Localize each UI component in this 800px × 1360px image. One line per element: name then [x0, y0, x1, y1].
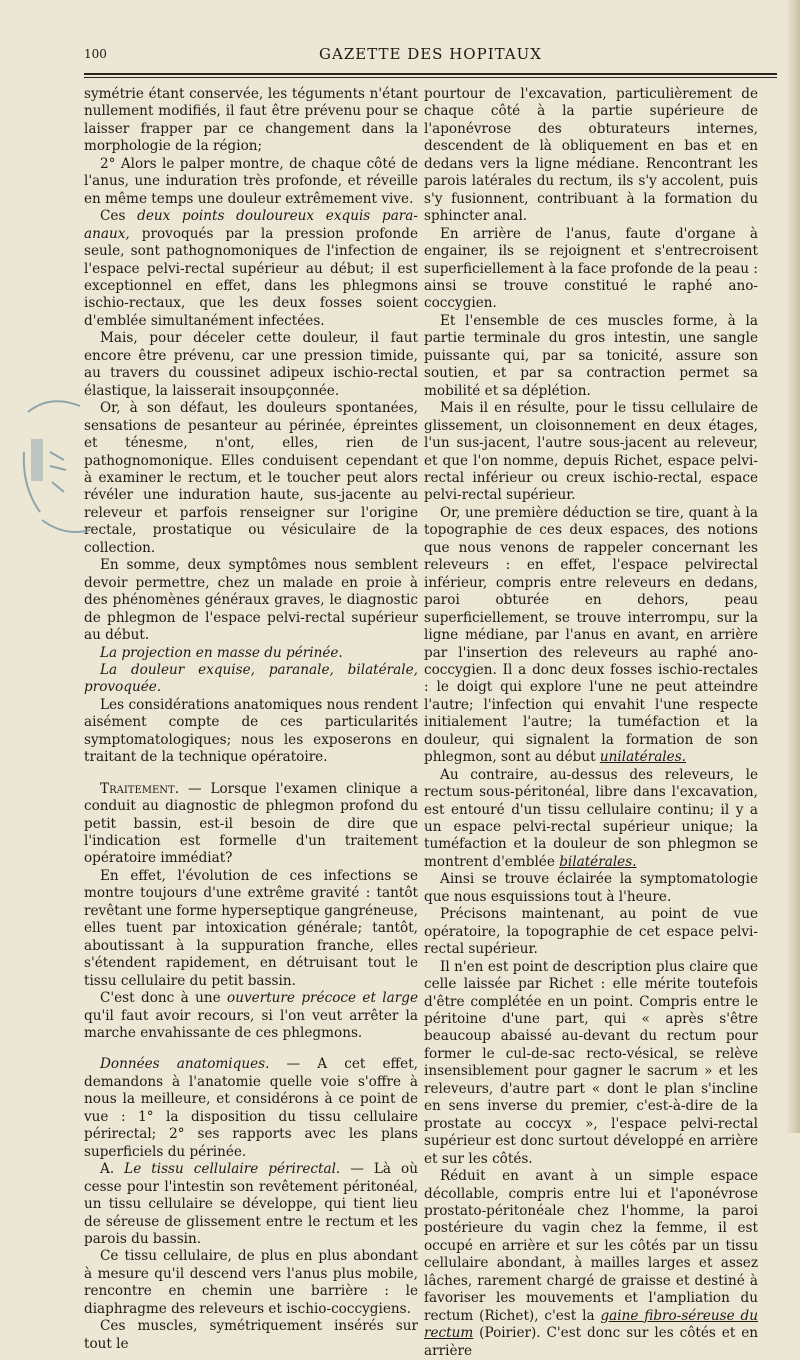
italic-text: bilatérales.	[559, 853, 637, 870]
paragraph	[424, 767, 758, 872]
paragraph: En effet, l'évolution de ces infections se montre toujours d'une extrême gravité : tantôt revêtant une forme hyperseptique gangréneuse, elles tuent par intoxication générale; tantôt, aboutissant à la suppuration franche, elles s'étendent rapidement, en détruisant tout le tissu cellulaire du petit bassin.	[84, 867, 418, 989]
library-stamp-icon	[20, 392, 98, 542]
italic-text: ouverture précoce et large	[227, 990, 418, 1007]
text-run: Ces	[100, 208, 138, 225]
paragraph	[84, 1056, 418, 1161]
paragraph: En arrière de l'anus, faute d'organe à engainer, ils se rejoignent et s'entrecroisent superficiellement à la face profonde de la peau : ainsi se trouve constitué le raphé ano-coccygien.	[424, 225, 758, 312]
paragraph: symétrie étant conservée, les téguments n'étant nullement modifiés, il faut être prévenu pour se laisser frapper par ce changement dans la morphologie de la région;	[84, 86, 418, 155]
paragraph	[424, 505, 758, 767]
paragraph: Ces muscles, symétriquement insérés sur tout le	[84, 1318, 418, 1352]
left-column	[84, 86, 418, 1353]
page-header	[84, 44, 777, 66]
italic-text: Le tissu cellulaire périrectal.	[124, 1161, 341, 1178]
text-run: — A cet effet, demandons à l'anatomie quelle voie s'offre à nous la meilleure, et considérons à ce point de vue : 1° la disposition du tissu cellulaire périrectal; 2° ses rapports avec les plans superficiels du périnée.	[84, 1056, 418, 1160]
text-run: C'est donc à une	[100, 990, 228, 1007]
text-run: A.	[100, 1161, 125, 1178]
paragraph: Les considérations anatomiques nous rendent aisément compte de ces particularités symptomatologiques; nous les exposerons en traitant de la technique opératoire.	[84, 696, 418, 766]
paragraph: Précisons maintenant, au point de vue opératoire, la topographie de cet espace pelvi-rectal supérieur.	[424, 906, 758, 958]
paragraph	[84, 781, 418, 868]
paragraph: Et l'ensemble de ces muscles forme, à la partie terminale du gros intestin, une sangle puissante qui, par sa tonicité, assure son soutien, et par sa contraction permet sa mobilité et sa déplétion.	[424, 312, 758, 399]
page-edge	[786, 0, 800, 1133]
paragraph	[84, 990, 418, 1042]
page-number: 100	[84, 47, 107, 61]
paragraph: pourtour de l'excavation, particulièrement de chaque côté à la partie supérieure de l'aponévrose des obturateurs internes, descendent de là obliquement en bas et en dedans vers la ligne médiane. Rencontrant les parois latérales du rectum, ils s'y accolent, puis s'y fusionnent, contribuant à la formation du sphincter anal.	[424, 86, 758, 225]
paragraph: La projection en masse du périnée.	[100, 644, 343, 661]
paragraph: Ainsi se trouve éclairée la symptomatologie que nous esquissions tout à l'heure.	[424, 871, 758, 905]
paragraph: Mais, pour déceler cette douleur, il faut encore être prévenu, car une pression timide, au travers du coussinet adipeux ischio-rectal élastique, la laisserait insoupçonnée.	[84, 330, 418, 399]
paragraph: Mais il en résulte, pour le tissu cellulaire de glissement, un cloisonnement en deux étages, l'un sus-jacent, l'autre sous-jacent au releveur, et que l'on nomme, depuis Richet, espace pelvi-rectal inférieur ou creux ischio-rectal, espace pelvi-rectal supérieur.	[424, 400, 758, 504]
right-column	[424, 86, 758, 1360]
text-run: — Là où cesse pour l'intestin son revêtement péritonéal, un tissu cellulaire se développe, qui tient lieu de séreuse de glissement entre le rectum et les parois du bassin.	[84, 1161, 418, 1247]
journal-title: GAZETTE DES HOPITAUX	[319, 45, 542, 63]
paragraph: Il n'en est point de description plus claire que celle laissée par Richet : elle mérite toutefois d'être complétée en un point. Compris entre le péritoine d'une part, qui « après s'être beaucoup abaissé au-devant du rectum pour former le cul-de-sac recto-vésical, se relève insensiblement pour gagner le sacrum » et les releveurs, d'autre part « dont le plan s'incline en sens inverse du premier, c'est-à-dire de la prostate au coccyx », l'espace pelvi-rectal supérieur est donc surtout développé en arrière et sur les côtés.	[424, 958, 758, 1167]
header-rule-thin	[84, 77, 777, 78]
italic-text: gaine fibro-séreuse du rectum	[424, 1307, 758, 1342]
text-run: (Poirier). C'est donc sur les côtés et en arrière	[424, 1325, 758, 1359]
italic-text: deux points douloureux exquis para-anaux,	[84, 208, 418, 242]
paragraph	[84, 208, 418, 330]
text-run: Réduit en avant à un simple espace décollable, compris entre lui et l'aponévrose prostato-péritonéale chez l'homme, la paroi postérieure du vagin chez la femme, il est occupé en arrière et sur les côtés par un tissu cellulaire abondant, à mailles larges et assez lâches, rarement chargé de graisse et destiné à favoriser les mouvements et l'ampliation du rectum (Richet), c'est la	[424, 1168, 758, 1324]
text-run: — Lorsque l'examen clinique a conduit au diagnostic de phlegmon profond du petit bassin, est-il besoin de dire que l'indication est formelle d'un traitement opératoire immédiat?	[84, 780, 418, 867]
section-heading: Données anatomiques.	[100, 1056, 270, 1073]
paragraph	[84, 1161, 418, 1248]
paragraph: La douleur exquise, paranale, bilatérale, provoquée.	[84, 661, 418, 696]
paragraph	[424, 1168, 758, 1360]
section-heading: Traitement.	[100, 780, 180, 797]
paragraph: Or, à son défaut, les douleurs spontanées, sensations de pesanteur au périnée, épreintes et ténesme, n'ont, elles, rien de pathognomonique. Elles conduisent cependant à examiner le rectum, et le toucher peut alors révéler une induration haute, sus-jacente au releveur et parfois renseigner sur l'origine rectale, prostatique ou vésiculaire de la collection.	[84, 400, 418, 556]
text-run: Or, une première déduction se tire, quant à la topographie de ces deux espaces, des notions que nous venons de rappeler concernant les releveurs : en effet, l'espace pelvirectal inférieur, compris entre releveurs en dedans, paroi obturée en dehors, peau superficiellement, se trouve interrompu, sur la ligne médiane, par l'anus en avant, en arrière par l'insertion des releveurs au raphé ano-coccygien. Il a donc deux fosses ischio-rectales : le doigt qui explore l'une ne peut atteindre l'autre; l'infection qui envahit l'une respecte initialement l'autre; la tuméfaction et la douleur, qui signalent la formation de son phlegmon, sont au début	[424, 504, 758, 766]
paragraph: Ce tissu cellulaire, de plus en plus abondant à mesure qu'il descend vers l'anus plus mobile, rencontre en chemin une barrière : le diaphragme des releveurs et ischio-coccygiens.	[84, 1248, 418, 1317]
paragraph: 2° Alors le palper montre, de chaque côté de l'anus, une induration très profonde, et réveille en même temps une douleur extrêmement vive.	[84, 155, 418, 207]
text-run: qu'il faut avoir recours, si l'on veut arrêter la marche envahissante de ces phlegmons.	[84, 1007, 418, 1042]
text-run: provoqués par la pression profonde seule, sont pathognomoniques de l'infection de l'espace pelvi-rectal supérieur au début; il est exceptionnel en effet, dans les phlegmons ischio-rectaux, que les deux fosses soient d'emblée simultanément infectées.	[84, 225, 418, 329]
italic-text: unilatérales.	[599, 749, 686, 766]
paragraph: En somme, deux symptômes nous semblent devoir permettre, chez un malade en proie à des phénomènes généraux graves, le diagnostic de phlegmon de l'espace pelvi-rectal supérieur au début.	[84, 557, 418, 644]
text-run: Au contraire, au-dessus des releveurs, le rectum sous-péritonéal, libre dans l'excavation, est entouré d'un tissu cellulaire continu; il y a un espace pelvi-rectal supérieur unique; la tuméfaction et la douleur de son phlegmon se montrent d'emblée	[424, 766, 758, 870]
header-rule	[84, 73, 777, 75]
